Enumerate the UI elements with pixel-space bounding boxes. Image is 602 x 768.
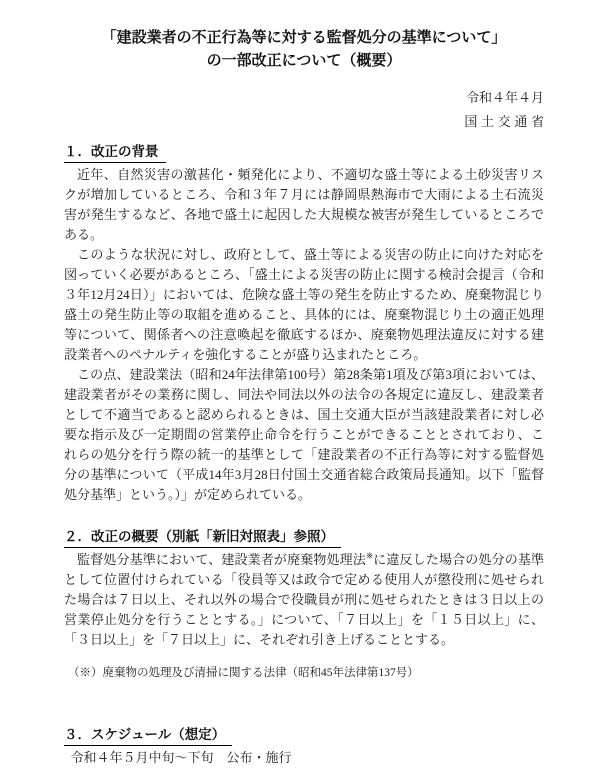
overview-paragraph-prefix: 監督処分基準において、建設業者が廃棄物処理法	[77, 552, 366, 567]
overview-footnote: （※）廃棄物の処理及び清掃に関する法律（昭和45年法律第137号）	[68, 667, 419, 679]
overview-paragraph-suffix: に違反した場合の処分の基準として位置付けられている「役員等又は政令で定める使用人が懲役刑に処せられた場合は７日以上、それ以外の場合で役職員が刑に処せられたときは３日以上の営業停止処分を行うこととする。」について、「７日以上」を「１５日以上」に、「３日以上」を「７日以上」に、それぞれ引き上げることとする。	[64, 552, 544, 647]
reference-note-marker: ※	[365, 550, 374, 561]
background-paragraph-1: 近年、自然災害の激甚化・頻発化により、不適切な盛土等による土砂災害リスクが増加しているところ、令和３年７月には静岡県熱海市で大雨による土石流災害が発生するなど、各地で盛土に起因した大規模な被害が発生しているところである。	[64, 167, 544, 242]
overview-heading-label: ２．改正の概要（別紙「新旧対照表」参照）	[64, 527, 341, 548]
background-paragraph-2: このような状況に対し、政府として、盛土等による災害の防止に向けた対応を図っていく必要があるところ、「盛土による災害の防止に関する検討会提言（令和３年12月24日）」においては、危険な盛土等の発生を防止するため、廃棄物混じり盛土の発生防止等の取組を進めること、具体的には、廃棄物混じり土の適正処理等について、関係者への注意喚起を徹底するほか、廃棄物処理法違反に対する建設業者へのペナルティを強化することが盛り込まれたところ。	[64, 247, 544, 362]
background-heading-label: １．改正の背景	[64, 142, 166, 163]
overview-paragraph	[64, 550, 544, 650]
issuing-organization-label: 国土交通省	[464, 114, 548, 129]
document-title	[64, 26, 544, 72]
document-meta	[64, 86, 548, 134]
document-date: 令和４年４月	[465, 90, 544, 105]
background-heading	[64, 142, 544, 163]
background-paragraph-3: この点、建設業法（昭和24年法律第100号）第28条第1項及び第3項においては、建設業者がその業務に関し、同法や同法以外の法令の各規定に違反し、建設業者として不適当であると認められるときは、国土交通大臣が当該建設業者に対し必要な指示及び一定期間の営業停止命令を行うことができることとされており、これらの処分を行う際の統一的基準として「建設業者の不正行為等に対する監督処分の基準について（平成14年3月28日付国土交通省総合政策局長通知。以下「監督処分基準」という。）」が定められている。	[64, 367, 544, 502]
title-line-2: の一部改正について（概要）	[206, 52, 402, 69]
section-overview	[64, 527, 544, 681]
section-schedule	[64, 725, 544, 768]
title-line-1: 「建設業者の不正行為等に対する監督処分の基準について」	[101, 29, 507, 46]
issuing-organization	[64, 110, 548, 134]
schedule-line: 令和４年５月中旬～下旬 公布・施行	[70, 750, 292, 765]
schedule-heading-label: ３．スケジュール（想定）	[64, 725, 232, 746]
schedule-heading	[64, 725, 544, 746]
overview-heading	[64, 527, 544, 548]
section-background	[64, 142, 544, 505]
